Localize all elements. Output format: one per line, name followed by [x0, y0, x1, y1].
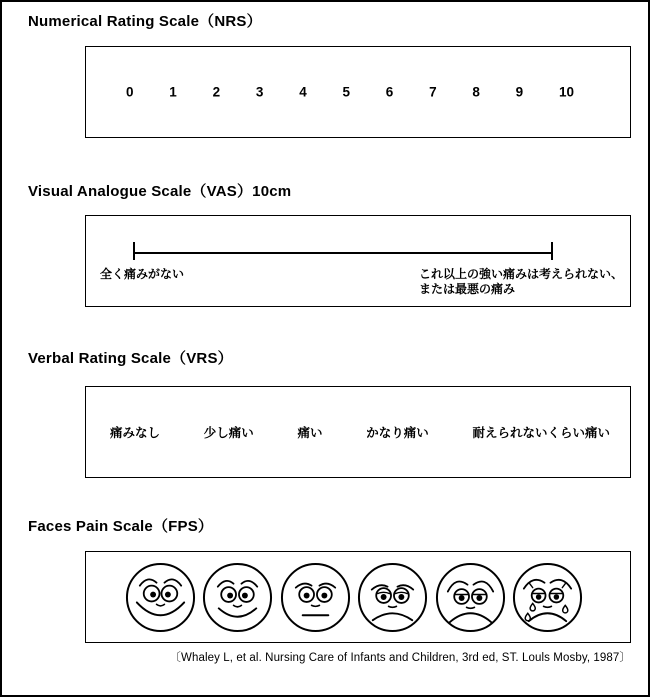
vrs-label-3: かなり痛い [366, 426, 429, 440]
vas-left-tick [133, 242, 135, 260]
neutral-face-icon [279, 561, 352, 634]
vas-right-label [419, 267, 623, 297]
nrs-number-2: 2 [212, 84, 221, 100]
nrs-number-4: 4 [299, 84, 307, 100]
vrs-label-2: 痛い [297, 426, 323, 440]
very-happy-face-icon [124, 561, 197, 634]
vas-left-label: 全く痛みがない [100, 267, 185, 281]
sad-face-icon [434, 561, 507, 634]
vrs-label-0: 痛みなし [110, 426, 161, 440]
nrs-number-3: 3 [255, 84, 264, 100]
nrs-number-10: 10 [558, 84, 574, 100]
vas-section-title: Visual Analogue Scale（VAS）10cm [28, 183, 292, 200]
nrs-number-8: 8 [472, 84, 480, 100]
crying-face-icon [511, 561, 584, 634]
fps-scale-box [85, 551, 631, 643]
nrs-number-7: 7 [429, 84, 437, 100]
vrs-label-row [86, 387, 630, 477]
nrs-number-0: 0 [126, 84, 134, 100]
vrs-section-title: Verbal Rating Scale（VRS） [28, 350, 233, 367]
vas-right-label-line1: これ以上の強い痛みは考えられない、 [419, 267, 624, 281]
vrs-scale-box [85, 386, 631, 478]
nrs-scale-box [85, 46, 631, 138]
nrs-number-9: 9 [515, 84, 524, 100]
nrs-number-row [126, 85, 574, 100]
vrs-label-1: 少し痛い [203, 426, 254, 440]
vas-right-tick [551, 242, 553, 260]
nrs-number-1: 1 [169, 84, 177, 100]
nrs-number-6: 6 [385, 84, 394, 100]
vas-right-label-line2: または最悪の痛み [419, 282, 516, 296]
slightly-sad-face-icon [356, 561, 429, 634]
nrs-number-5: 5 [342, 84, 350, 100]
vas-line [134, 252, 553, 254]
nrs-section-title: Numerical Rating Scale（NRS） [28, 13, 262, 30]
fps-section-title: Faces Pain Scale（FPS） [28, 518, 214, 535]
citation-text: 〔Whaley L, et al. Nursing Care of Infants and Children, 3rd ed, ST. Louls Mosby, 1987〕 [169, 652, 631, 664]
fps-face-row [86, 552, 630, 642]
happy-face-icon [201, 561, 274, 634]
vrs-label-4: 耐えられないくらい痛い [472, 426, 610, 440]
vas-scale-box [85, 215, 631, 307]
